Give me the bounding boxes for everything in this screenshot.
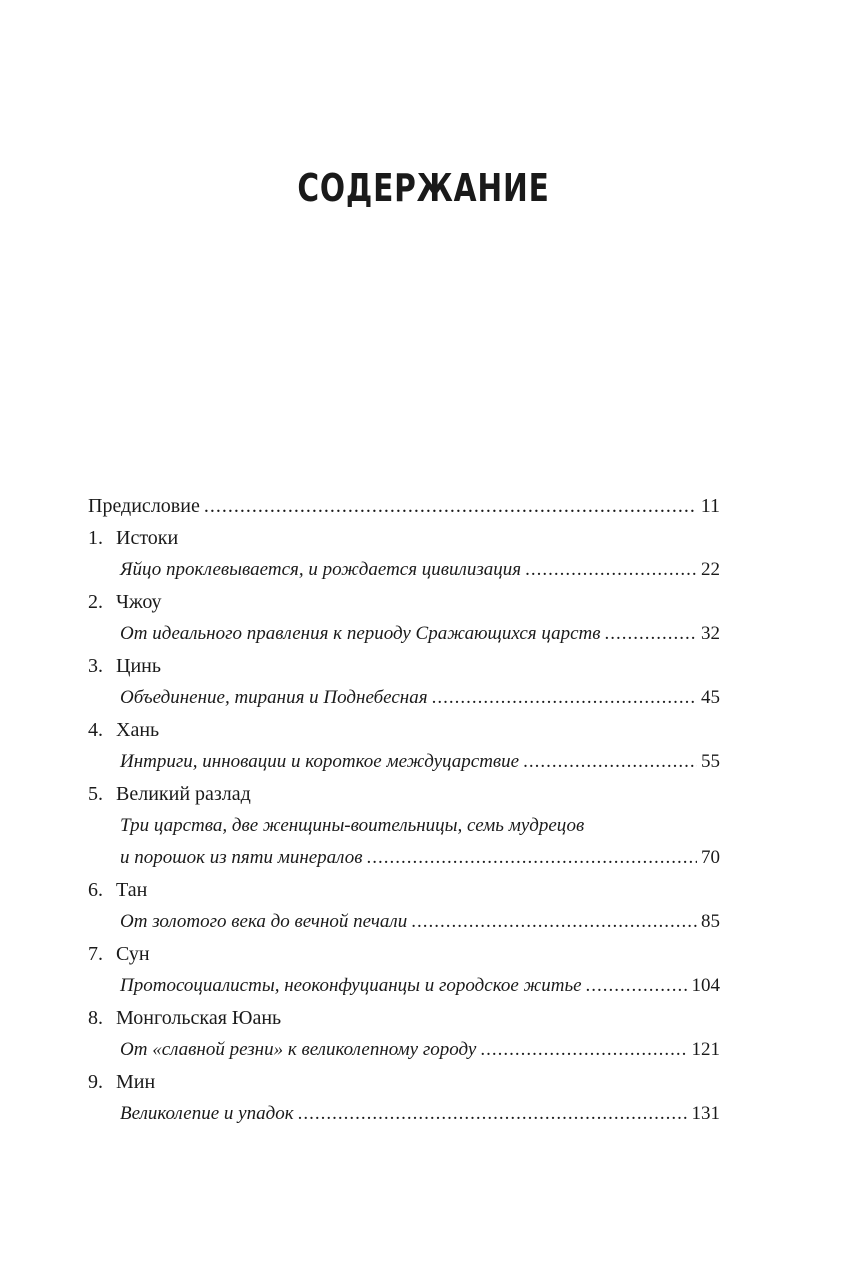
preface-label: Предисловие: [88, 495, 200, 517]
toc-entry[interactable]: [88, 1098, 720, 1130]
dot-leader: [204, 490, 697, 522]
chapter-heading[interactable]: [88, 650, 720, 682]
toc-entry[interactable]: [88, 618, 720, 650]
chapter-heading[interactable]: [88, 778, 720, 810]
chapter-title: Монгольская Юань: [116, 1007, 282, 1029]
chapter-title: Сун: [116, 943, 150, 965]
page-number: 131: [691, 1103, 720, 1124]
page-number: 32: [701, 623, 720, 644]
chapter-subtitle: От золотого века до вечной печали: [120, 911, 408, 932]
chapter-subtitle: Яйцо проклевывается, и рождается цивилизация: [120, 559, 522, 580]
chapter-subtitle: Великолепие и упадок: [120, 1103, 294, 1124]
page-number: 70: [701, 847, 720, 868]
chapter-heading[interactable]: [88, 714, 720, 746]
chapter-number: 9.: [88, 1071, 103, 1093]
chapter-heading[interactable]: [88, 938, 720, 970]
chapter-heading[interactable]: [88, 586, 720, 618]
chapter-title: Истоки: [116, 527, 179, 549]
chapter-number: 1.: [88, 527, 103, 549]
chapter-number: 5.: [88, 783, 103, 805]
toc-entry[interactable]: [88, 554, 720, 586]
page-number: 11: [700, 495, 720, 517]
chapter-title: Великий разлад: [116, 783, 251, 805]
chapter-number: 3.: [88, 655, 103, 677]
chapter-subtitle: и порошок из пяти минералов: [120, 847, 363, 868]
dot-leader: [480, 1034, 687, 1066]
dot-leader: [411, 906, 697, 938]
chapter-subtitle: От «славной резни» к великолепному городу: [120, 1039, 477, 1060]
page-number: 45: [701, 687, 720, 708]
chapter-title: Чжоу: [116, 591, 162, 613]
page-title: СОДЕРЖАНИЕ: [297, 166, 550, 210]
dot-leader: [366, 842, 697, 874]
chapter-subtitle: Протосоциалисты, неоконфуцианцы и городское житье: [120, 975, 582, 996]
dot-leader: [525, 554, 697, 586]
chapter-number: 7.: [88, 943, 103, 965]
page-number: 121: [691, 1039, 720, 1060]
chapter-subtitle: Объединение, тирания и Поднебесная: [120, 687, 428, 708]
dot-leader: [432, 682, 697, 714]
chapter-heading[interactable]: [88, 522, 720, 554]
chapter-number: 2.: [88, 591, 103, 613]
dot-leader: [298, 1098, 688, 1130]
page-number: 22: [701, 559, 720, 580]
chapter-title: Мин: [116, 1071, 156, 1093]
dot-leader: [586, 970, 688, 1002]
dot-leader: [605, 618, 698, 650]
toc-entry[interactable]: [88, 746, 720, 778]
chapter-subtitle: Три царства, две женщины-воительницы, семь мудрецов: [120, 815, 585, 836]
chapter-number: 8.: [88, 1007, 103, 1029]
chapter-heading[interactable]: [88, 1002, 720, 1034]
chapter-title: Тан: [116, 879, 148, 901]
toc-entry-preface[interactable]: [88, 490, 720, 522]
page-number: 104: [691, 975, 720, 996]
page-number: 85: [701, 911, 720, 932]
toc-entry-line[interactable]: [88, 810, 720, 842]
page-number: 55: [701, 751, 720, 772]
chapter-subtitle: От идеального правления к периоду Сражающихся царств: [120, 623, 601, 644]
chapter-title: Хань: [116, 719, 160, 741]
toc-entry[interactable]: [88, 842, 720, 874]
chapter-heading[interactable]: [88, 874, 720, 906]
chapter-heading[interactable]: [88, 1066, 720, 1098]
chapter-number: 4.: [88, 719, 103, 741]
dot-leader: [523, 746, 697, 778]
toc-entry[interactable]: [88, 906, 720, 938]
table-of-contents: [88, 490, 720, 1130]
toc-entry[interactable]: [88, 682, 720, 714]
chapter-title: Цинь: [116, 655, 161, 677]
toc-entry[interactable]: [88, 970, 720, 1002]
chapter-number: 6.: [88, 879, 103, 901]
chapter-subtitle: Интриги, инновации и короткое междуцарствие: [120, 751, 520, 772]
toc-entry[interactable]: [88, 1034, 720, 1066]
